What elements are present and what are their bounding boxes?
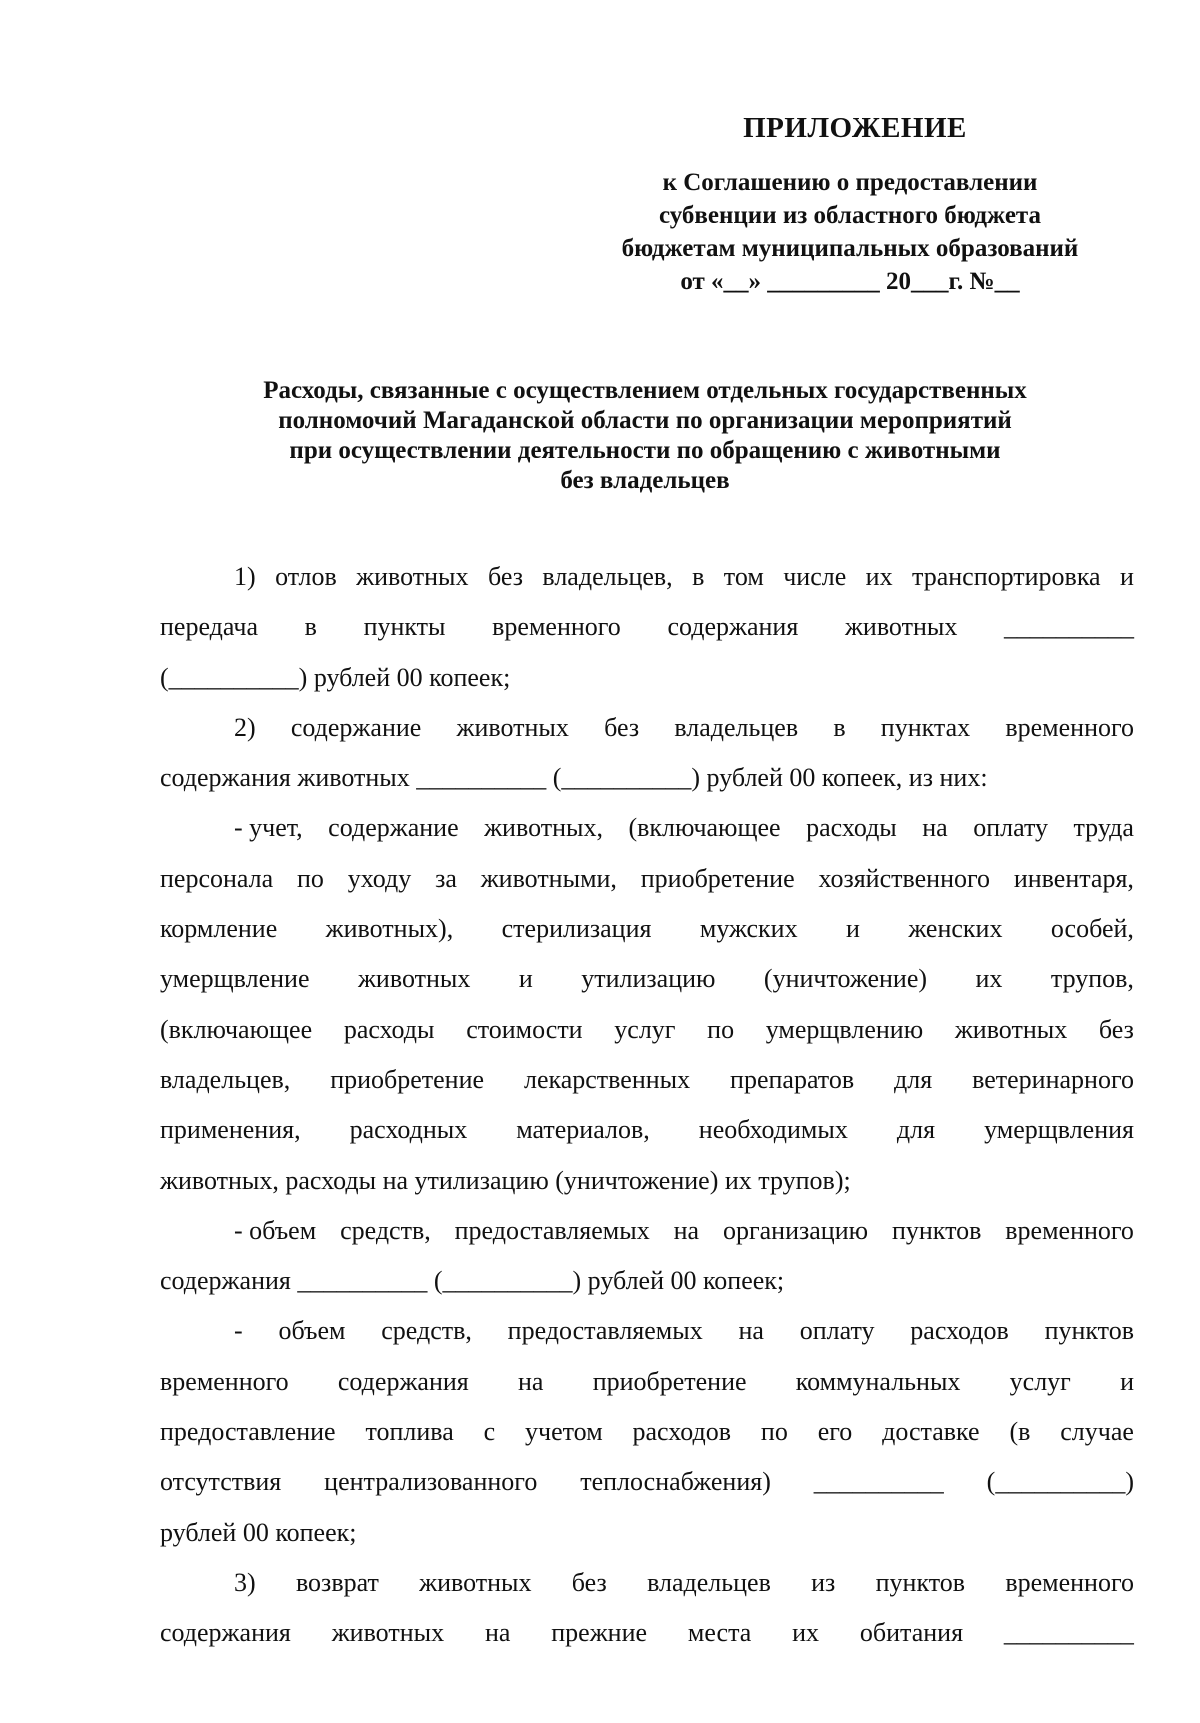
body-word: материалов, bbox=[516, 1115, 650, 1145]
body-word: хозяйственного bbox=[818, 863, 991, 893]
body-word: (__________) bbox=[986, 1467, 1134, 1497]
body-word: пунктов bbox=[891, 1215, 982, 1245]
body-word: по bbox=[707, 1014, 735, 1044]
body-word: обитания bbox=[859, 1618, 964, 1648]
body-line bbox=[160, 1156, 1134, 1206]
body-word: __________ bbox=[813, 1467, 944, 1497]
body-word: __________ bbox=[1003, 1618, 1134, 1648]
body-word: (в bbox=[1009, 1417, 1031, 1447]
body-word: - объем bbox=[234, 1215, 317, 1245]
title-line: полномочий Магаданской области по организации мероприятий bbox=[278, 407, 1012, 434]
body-word: передача bbox=[160, 612, 258, 642]
body-word: на bbox=[673, 1215, 700, 1245]
body-word: организацию bbox=[722, 1215, 869, 1245]
body-line bbox=[160, 753, 1134, 803]
body-word: - bbox=[234, 1316, 243, 1346]
body-word: случае bbox=[1060, 1417, 1134, 1447]
body-word: без bbox=[571, 1567, 607, 1597]
body-word: ветеринарного bbox=[972, 1064, 1134, 1094]
body-word: применения, bbox=[160, 1115, 301, 1145]
body-word: расходы bbox=[343, 1014, 435, 1044]
body-word: животными, bbox=[480, 863, 617, 893]
body-word: животных bbox=[419, 1567, 532, 1597]
appendix-line: от «__» _________ 20___г. №__ bbox=[680, 268, 1020, 295]
body-word: стоимости bbox=[466, 1014, 583, 1044]
body-word: услуг bbox=[1009, 1366, 1071, 1396]
body-word: в bbox=[692, 562, 705, 591]
body-word: учетом bbox=[525, 1417, 603, 1447]
document-title bbox=[160, 376, 1130, 496]
body-word: пунктов bbox=[1044, 1316, 1134, 1346]
body-line bbox=[160, 1005, 1134, 1055]
body-word: пунктах bbox=[880, 712, 971, 742]
body-word: без bbox=[1098, 1014, 1134, 1044]
body-word: без bbox=[487, 562, 523, 591]
body-word: препаратов bbox=[730, 1064, 855, 1094]
body-word: их bbox=[975, 964, 1003, 994]
body-word: 1) bbox=[234, 562, 256, 591]
body-word: животных bbox=[954, 1014, 1068, 1044]
body-word: расходов bbox=[910, 1316, 1009, 1346]
body-word: на bbox=[738, 1316, 764, 1346]
body-word: животных, расходы на утилизацию (уничтожение) их трупов); bbox=[160, 1165, 851, 1195]
body-word: приобретение bbox=[330, 1064, 485, 1094]
body-word: труда bbox=[1073, 813, 1134, 843]
body-word: содержания __________ (__________) рублей 00 копеек; bbox=[160, 1266, 785, 1296]
body-word: возврат bbox=[295, 1567, 379, 1597]
body-word: средств, bbox=[340, 1215, 431, 1245]
body-line bbox=[160, 1407, 1134, 1457]
body-word: на bbox=[517, 1366, 544, 1396]
body-word: прежние bbox=[551, 1618, 648, 1648]
body-word: отлов bbox=[275, 562, 337, 591]
body-word: для bbox=[896, 1115, 936, 1145]
appendix-line: бюджетам муниципальных образований bbox=[621, 235, 1079, 262]
body-word: - учет, bbox=[234, 813, 303, 843]
body-word: животных bbox=[331, 1618, 445, 1648]
body-word: содержания bbox=[337, 1366, 469, 1396]
body-word: места bbox=[687, 1618, 752, 1648]
body-word: с bbox=[483, 1417, 496, 1447]
body-word: на bbox=[922, 813, 948, 843]
title-line: Расходы, связанные с осуществлением отдельных государственных bbox=[263, 377, 1027, 404]
body-word: 2) bbox=[234, 712, 256, 742]
body-word: коммунальных bbox=[795, 1366, 961, 1396]
document-body bbox=[160, 552, 1134, 1659]
body-word: расходов bbox=[632, 1417, 732, 1447]
appendix-line: субвенции из областного бюджета bbox=[658, 202, 1042, 229]
body-line bbox=[160, 1256, 1134, 1306]
body-word: по bbox=[297, 863, 324, 893]
body-word: предоставление bbox=[160, 1417, 336, 1447]
body-word: умерщвлению bbox=[765, 1014, 924, 1044]
body-line bbox=[160, 1105, 1134, 1155]
body-line bbox=[160, 653, 1134, 703]
body-word: умерщвления bbox=[984, 1115, 1134, 1145]
body-word: персонала bbox=[160, 863, 274, 893]
body-line bbox=[160, 1206, 1134, 1256]
appendix-header bbox=[560, 108, 1140, 298]
body-word: утилизацию bbox=[581, 964, 716, 994]
appendix-reference bbox=[560, 166, 1140, 298]
body-word: их bbox=[865, 562, 893, 591]
body-word: __________ bbox=[1003, 612, 1134, 642]
body-word: на bbox=[484, 1618, 511, 1648]
body-word: владельцев bbox=[647, 1567, 771, 1597]
body-word: отсутствия bbox=[160, 1467, 282, 1497]
title-line: без владельцев bbox=[560, 467, 730, 494]
body-word: топлива bbox=[365, 1417, 454, 1447]
body-word: животных bbox=[356, 562, 469, 591]
body-word: содержания животных __________ (__________) рублей 00 копеек, из них: bbox=[160, 763, 988, 793]
appendix-heading: ПРИЛОЖЕНИЕ bbox=[743, 112, 967, 144]
body-word: приобретение bbox=[592, 1366, 747, 1396]
body-word: и bbox=[1120, 562, 1134, 591]
body-word: животных bbox=[357, 964, 471, 994]
body-word: уходу bbox=[347, 863, 412, 893]
body-word: пункты bbox=[363, 612, 446, 642]
body-word: кормление bbox=[160, 914, 278, 944]
body-line bbox=[160, 1558, 1134, 1608]
body-word: необходимых bbox=[698, 1115, 848, 1145]
body-word: предоставляемых bbox=[454, 1215, 650, 1245]
body-line bbox=[160, 854, 1134, 904]
body-line bbox=[160, 803, 1134, 853]
body-line bbox=[160, 1306, 1134, 1356]
body-word: лекарственных bbox=[523, 1064, 691, 1094]
body-word: содержания bbox=[667, 612, 799, 642]
body-word: рублей 00 копеек; bbox=[160, 1517, 357, 1547]
body-word: временного bbox=[1005, 712, 1134, 742]
body-word: расходных bbox=[349, 1115, 468, 1145]
body-word: их bbox=[792, 1618, 820, 1648]
body-word: централизованного bbox=[324, 1467, 538, 1497]
body-line bbox=[160, 1055, 1134, 1105]
body-word: (включающее bbox=[160, 1014, 313, 1044]
body-word: временного bbox=[1005, 1215, 1134, 1245]
body-word: без bbox=[604, 712, 640, 742]
body-word: животных, bbox=[484, 813, 603, 843]
body-word: временного bbox=[160, 1366, 289, 1396]
body-word: владельцев, bbox=[542, 562, 673, 591]
body-word: (__________) рублей 00 копеек; bbox=[160, 662, 511, 692]
body-word: трупов, bbox=[1050, 964, 1134, 994]
body-word: мужских bbox=[699, 914, 798, 944]
body-word: средств, bbox=[381, 1316, 472, 1346]
body-word: из bbox=[811, 1567, 836, 1597]
body-word: для bbox=[894, 1064, 933, 1094]
body-word: в bbox=[833, 712, 846, 742]
body-word: инвентаря, bbox=[1013, 863, 1134, 893]
body-line bbox=[160, 1357, 1134, 1407]
body-word: и bbox=[845, 914, 860, 944]
body-line bbox=[160, 954, 1134, 1004]
body-word: временного bbox=[1005, 1567, 1134, 1597]
body-word: (включающее bbox=[628, 813, 781, 843]
body-line bbox=[160, 552, 1134, 602]
body-word: владельцев bbox=[674, 712, 799, 742]
body-word: том bbox=[723, 562, 764, 591]
body-word: содержание bbox=[290, 712, 422, 742]
body-word: животных), bbox=[325, 914, 454, 944]
body-word: объем bbox=[278, 1316, 346, 1346]
body-word: (уничтожение) bbox=[763, 964, 928, 994]
body-word: услуг bbox=[614, 1014, 676, 1044]
body-word: особей, bbox=[1050, 914, 1134, 944]
body-line bbox=[160, 1608, 1134, 1658]
body-word: доставке bbox=[882, 1417, 980, 1447]
body-word: его bbox=[817, 1417, 853, 1447]
body-word: пунктов bbox=[875, 1567, 966, 1597]
body-word: в bbox=[304, 612, 317, 642]
body-word: животных bbox=[844, 612, 958, 642]
body-line bbox=[160, 602, 1134, 652]
body-word: временного bbox=[492, 612, 621, 642]
body-word: содержания bbox=[160, 1618, 291, 1648]
body-word: числе bbox=[783, 562, 847, 591]
body-word: расходы bbox=[806, 813, 897, 843]
body-line bbox=[160, 703, 1134, 753]
body-word: и bbox=[518, 964, 533, 994]
body-line bbox=[160, 1457, 1134, 1507]
body-word: стерилизация bbox=[501, 914, 652, 944]
body-word: и bbox=[1120, 1366, 1134, 1396]
body-word: оплату bbox=[799, 1316, 875, 1346]
body-word: теплоснабжения) bbox=[580, 1467, 771, 1497]
body-word: 3) bbox=[234, 1567, 256, 1597]
body-word: транспортировка bbox=[912, 562, 1101, 591]
body-word: умерщвление bbox=[160, 964, 310, 994]
body-word: за bbox=[435, 863, 457, 893]
body-word: животных bbox=[456, 712, 569, 742]
body-word: по bbox=[760, 1417, 788, 1447]
body-word: приобретение bbox=[640, 863, 795, 893]
body-word: оплату bbox=[973, 813, 1048, 843]
appendix-line: к Соглашению о предоставлении bbox=[662, 169, 1038, 196]
body-line bbox=[160, 904, 1134, 954]
body-line bbox=[160, 1508, 1134, 1558]
title-line: при осуществлении деятельности по обращению с животными bbox=[289, 437, 1001, 464]
body-word: содержание bbox=[328, 813, 459, 843]
body-word: предоставляемых bbox=[507, 1316, 703, 1346]
body-word: женских bbox=[908, 914, 1003, 944]
body-word: владельцев, bbox=[160, 1064, 291, 1094]
